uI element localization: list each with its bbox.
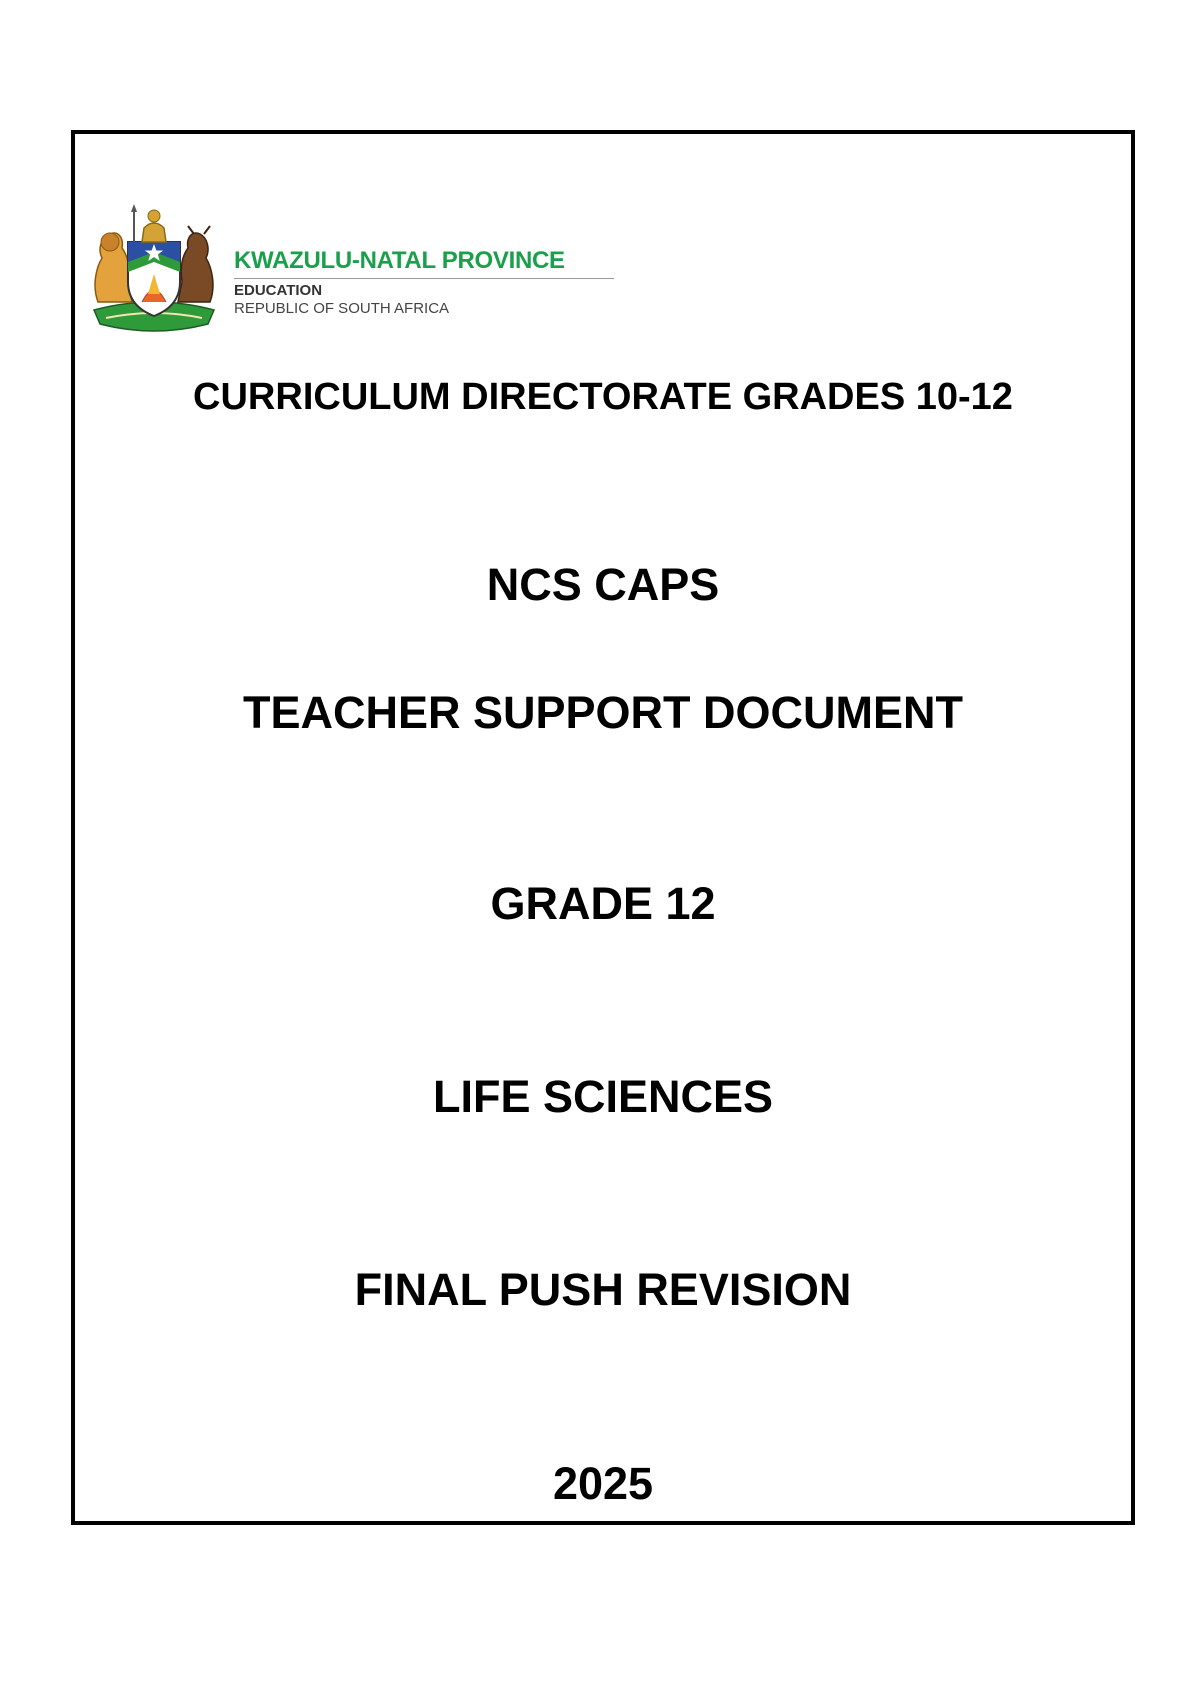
document-type-title: TEACHER SUPPORT DOCUMENT <box>242 687 964 738</box>
kzn-education-logo <box>88 198 618 338</box>
grade-title: GRADE 12 <box>490 878 716 929</box>
directorate-heading: CURRICULUM DIRECTORATE GRADES 10-12 <box>193 376 1013 418</box>
coat-of-arms-icon <box>88 198 220 338</box>
programme-title: NCS CAPS <box>486 559 720 610</box>
subject-title: LIFE SCIENCES <box>432 1071 774 1122</box>
country-name: REPUBLIC OF SOUTH AFRICA <box>234 300 450 317</box>
department-name: EDUCATION <box>234 282 323 299</box>
edition-title: FINAL PUSH REVISION <box>354 1264 852 1315</box>
logo-text <box>234 248 614 318</box>
province-name: KWAZULU-NATAL PROVINCE <box>234 248 614 279</box>
year-title: 2025 <box>552 1458 654 1509</box>
